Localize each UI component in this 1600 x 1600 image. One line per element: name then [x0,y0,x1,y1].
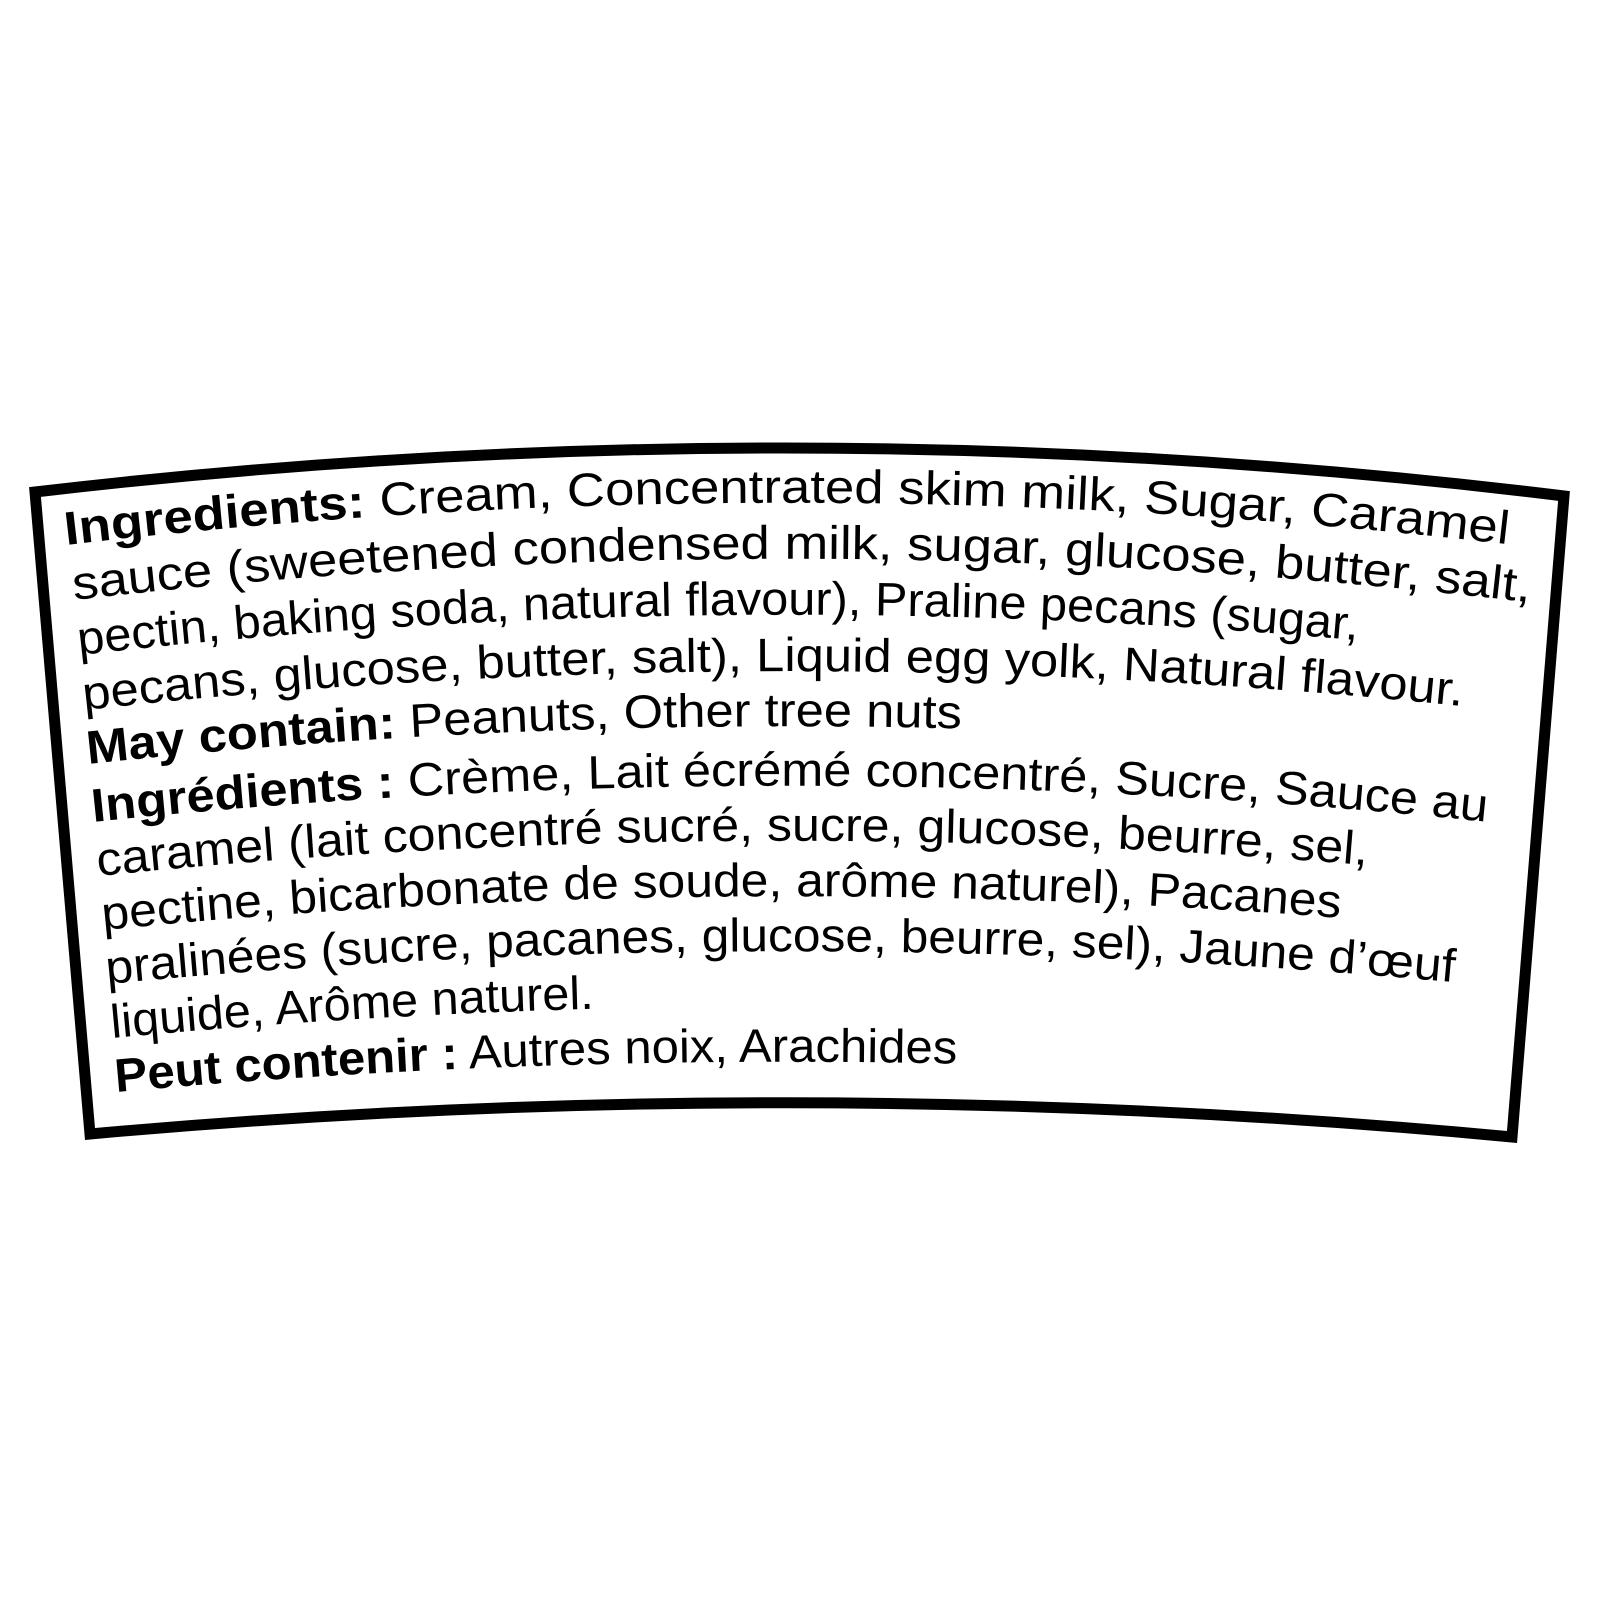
ingredients-line-6-text: Crème, Lait écrémé concentré, Sucre, Sauce au [392,742,1489,832]
ingredients-heading-en: Ingredients: [61,474,365,555]
may-contain-heading-en: May contain: [83,695,396,774]
ingredients-line-4-text: pecans, glucose, butter, salt), Liquid egg yolk, Natural flavour. [79,628,1466,720]
ingredients-line-9-text: pralinées (sucre, pacanes, glucose, beurre, sel), Jaune d’œuf [102,908,1458,994]
ingredients-line-3-text: pectin, baking soda, natural flavour), Praline pecans (sugar, [74,571,1362,665]
ingredients-line-7-text: caramel (lait concentré sucré, sucre, glucose, beurre, sel, [93,797,1370,886]
ingredients-line-1-text: Cream, Concentrated skim milk, Sugar, Caramel [363,459,1512,554]
may-contain-heading-fr: Peut contenir : [112,1026,459,1102]
ingredients-line-2-text: sauce (sweetened condensed milk, sugar, glucose, butter, salt, [69,515,1534,613]
may-contain-en-text: Peanuts, Other tree nuts [393,683,961,749]
may-contain-fr-text: Autres noix, Arachides [456,1018,957,1079]
ingredients-heading-fr: Ingrédients : [88,754,395,832]
ingredients-line-8-text: pectine, bicarbonate de soude, arôme naturel), Pacanes [98,853,1343,940]
ingredients-line-10-text: liquide, Arôme naturel. [107,965,594,1048]
